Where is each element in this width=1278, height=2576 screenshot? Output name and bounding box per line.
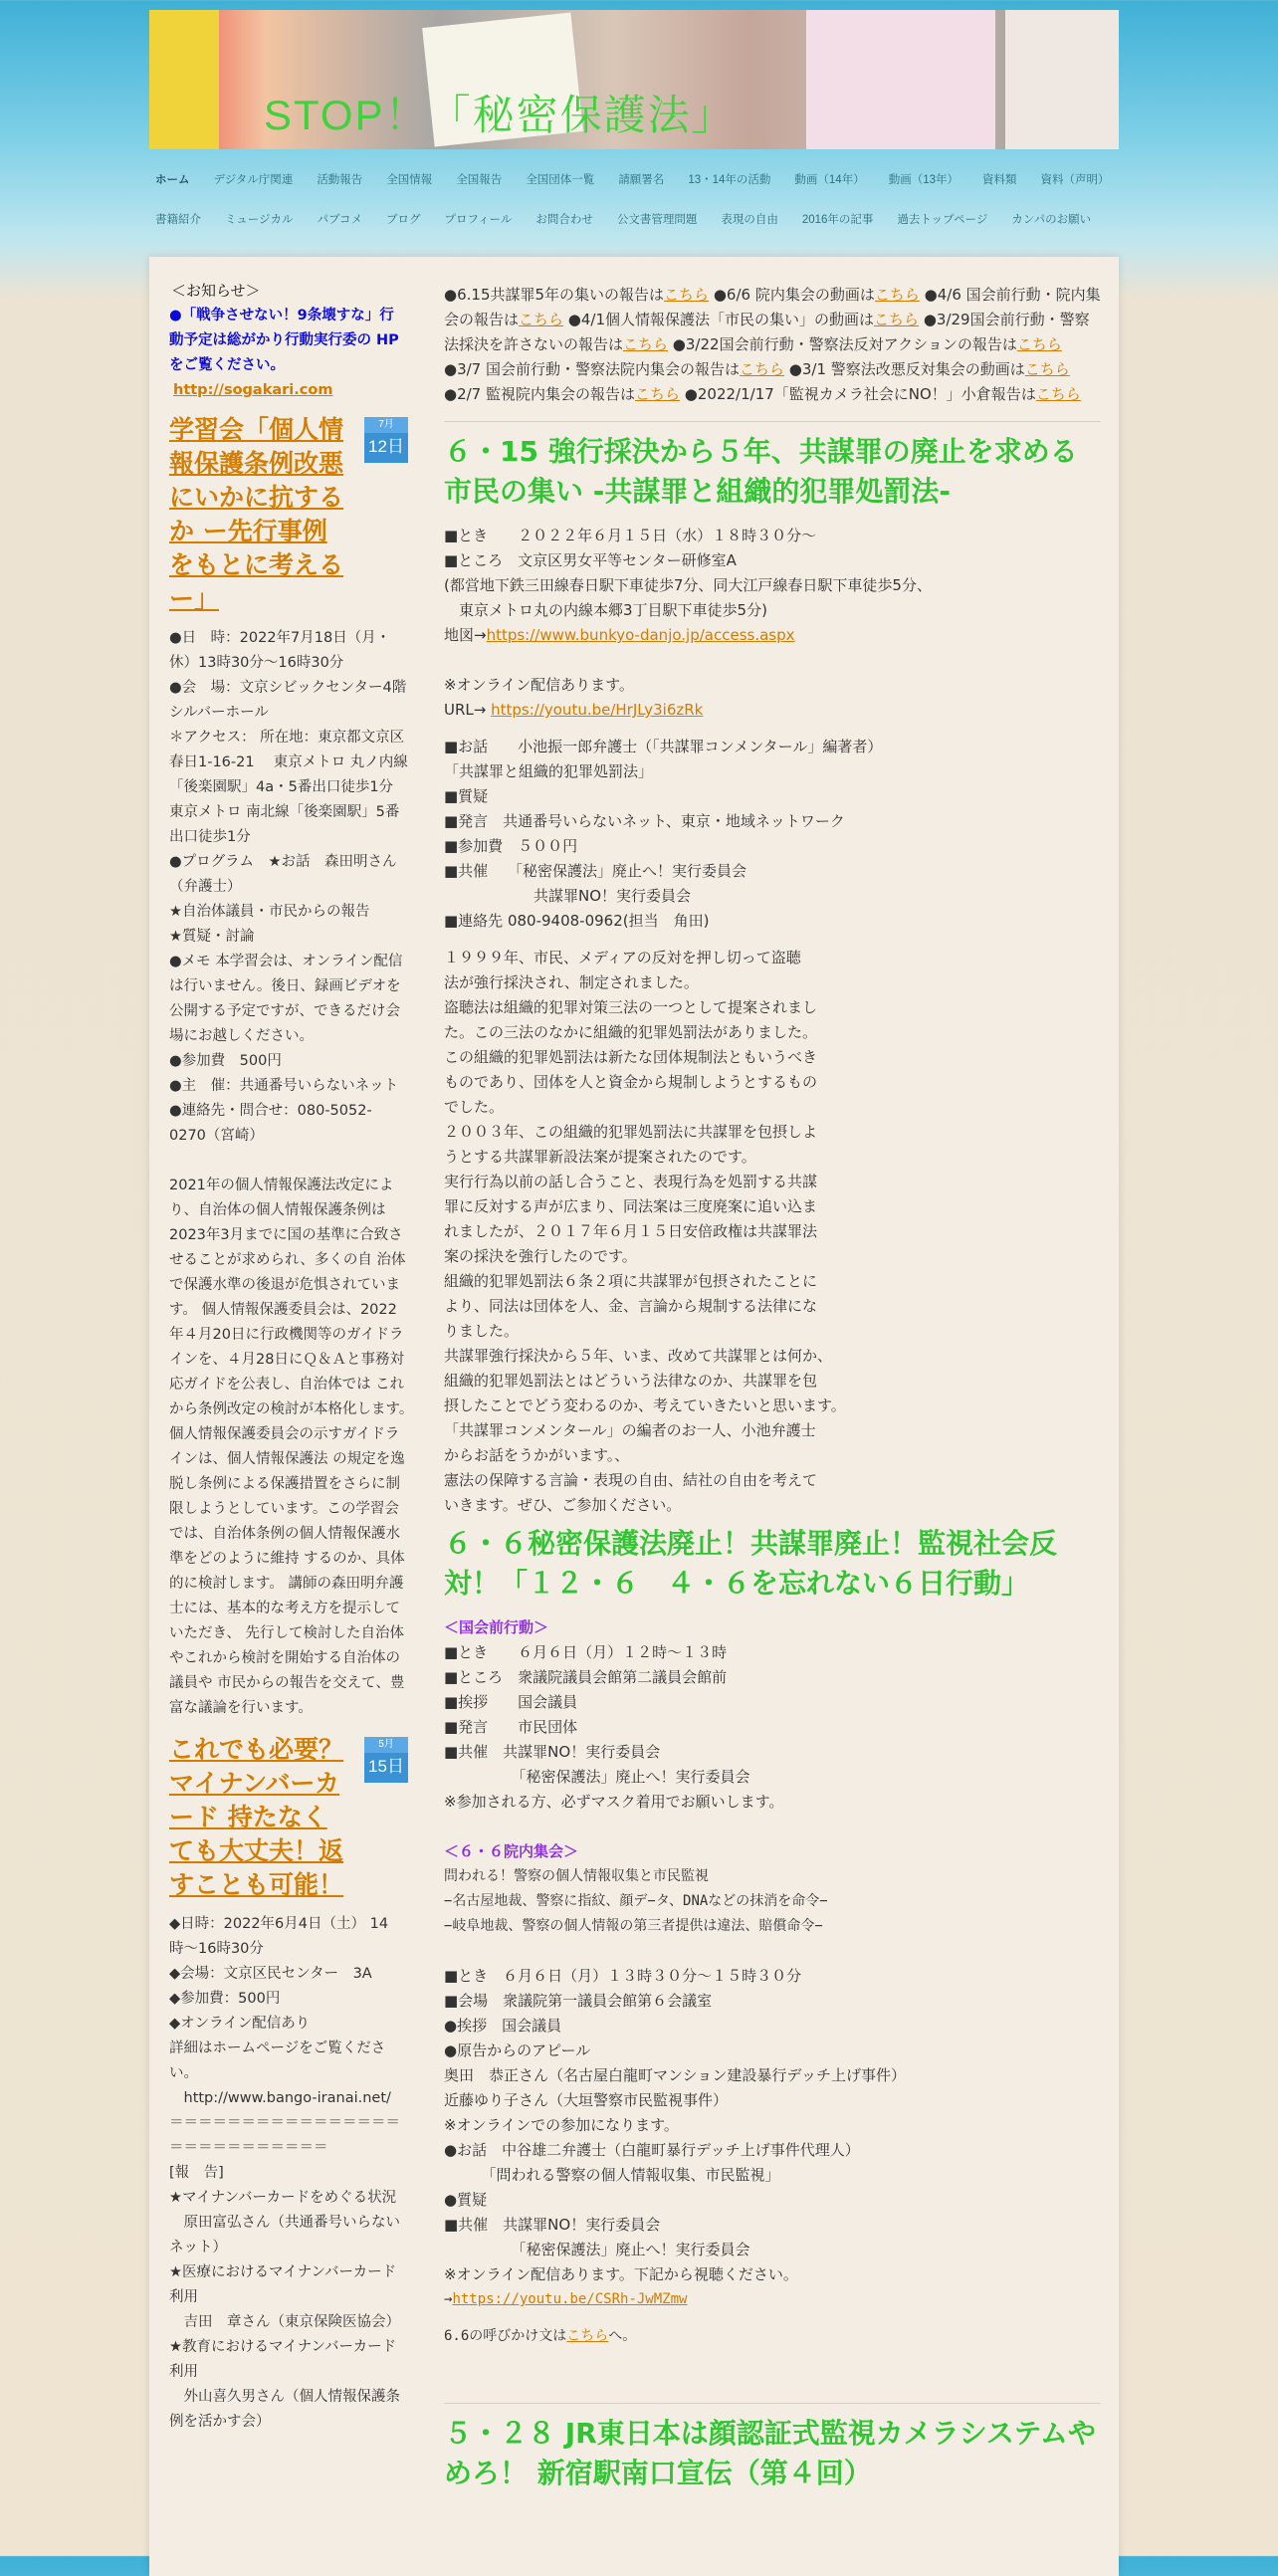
nav-link[interactable]: ミュージカル	[225, 214, 294, 226]
info-line: ●挨拶 国会議員	[444, 2017, 562, 2035]
info-line: ■とき ６月６日（月）１３時３０分〜１５時３０分	[444, 1967, 802, 1985]
nav-link[interactable]: 資料類	[982, 174, 1017, 186]
event-info	[444, 524, 1101, 623]
post-detail-line: ●会 場：文京シビックセンター4階 シルバーホール	[169, 680, 407, 721]
call-link[interactable]: こちら	[566, 2328, 609, 2344]
info-line: (都営地下鉄三田線春日駅下車徒歩7分、同大江戸線春日駅下車徒歩5分、	[444, 576, 932, 594]
nav-link[interactable]: 公文書管理問題	[616, 214, 698, 226]
report-link[interactable]: こちら	[1035, 385, 1081, 403]
event-info	[444, 1964, 1101, 2287]
post-detail-line: ＊アクセス： 所在地：東京都文京区春日1-16-21 東京メトロ 丸ノ内線「後楽園駅」4a・5番出口徒歩1分 東京メトロ 南北線「後楽園駅」5番出口徒歩1分	[169, 730, 408, 845]
body-line: りました。	[444, 1322, 520, 1340]
protest-sign	[806, 10, 995, 149]
post-detail-line: ★医療におけるマイナンバーカード利用	[169, 2264, 397, 2305]
body-line: 法が強行採決され、制定されました。	[444, 973, 699, 991]
nav-link[interactable]: 動画（14年）	[794, 174, 865, 186]
arrow: →	[444, 2291, 453, 2307]
info-line: ■共催 共謀罪NO！実行委員会	[444, 1743, 661, 1761]
post-detail-line: 外山喜久男さん（個人情報保護条例を活かす会）	[169, 2389, 400, 2430]
post-detail-line: ＝＝＝＝＝＝＝＝＝＝＝＝＝＝＝＝＝＝＝＝＝＝＝＝＝＝＝	[169, 2115, 400, 2156]
post-detail-line: ★質疑・討論	[169, 929, 255, 945]
call-prefix: 6.6の呼びかけ文は	[444, 2328, 567, 2344]
update-text: ●3/29国会前行動・警察法採決を許さないの報告は	[444, 311, 1090, 353]
nav-link[interactable]: 全国団体一覧	[526, 174, 595, 186]
post-detail-line: ★教育におけるマイナンバーカード利用	[169, 2339, 397, 2380]
nav-link[interactable]: プロフィール	[444, 214, 513, 226]
event-theme	[444, 1864, 1101, 1939]
report-link[interactable]: こちら	[1024, 360, 1070, 378]
body-line: より、同法は団体を人、金、言論から規制する法律にな	[444, 1297, 818, 1315]
nav-link[interactable]: お問合わせ	[535, 214, 593, 226]
post-title-link[interactable]: 学習会「個人情報保護条例改悪にいかに抗するか ー先行事例をもとに考えるー」	[169, 415, 344, 613]
theme-line: 問われる！警察の個人情報収集と市民監視	[444, 1868, 709, 1884]
body-line: でした。	[444, 1098, 505, 1116]
report-link[interactable]: こちら	[874, 286, 920, 304]
info-line: ■挨拶 国会議員	[444, 1693, 578, 1711]
body-line: 盗聴法は組織的犯罪対策三法の一つとして提案されまし	[444, 998, 818, 1016]
notice-link[interactable]: http://sogakari.com	[173, 382, 333, 398]
program-line: ■発言 共通番号いらないネット、東京・地域ネットワーク	[444, 812, 845, 830]
update-text: ●2/7 監視院内集会の報告は	[444, 385, 635, 403]
post-detail-line: [報 告]	[169, 2165, 224, 2181]
body-line: ものであり、団体を人と資金から規制しようとするもの	[444, 1073, 818, 1091]
body-line: 組織的犯罪処罰法６条２項に共謀罪が包摂されたことに	[444, 1272, 818, 1290]
post-detail-line: ●参加費 500円	[169, 1053, 282, 1069]
info-line: 東京メトロ丸の内線本郷3丁目駅下車徒歩5分)	[444, 601, 767, 619]
protest-sign	[149, 10, 219, 149]
main-navigation	[149, 159, 1119, 239]
report-link[interactable]: こちら	[519, 311, 564, 328]
info-line: ●質疑	[444, 2191, 488, 2209]
post-title-link[interactable]: これでも必要？マイナンバーカード 持たなくても大丈夫！返すことも可能！	[169, 1735, 344, 1899]
post-detail-line: http://www.bango-iranai.net/	[169, 2090, 391, 2106]
body-line: うとする共謀罪新設法案が提案されたのです。	[444, 1148, 756, 1166]
nav-link[interactable]: 書籍紹介	[155, 214, 201, 226]
nav-link[interactable]: 請願署名	[618, 174, 665, 186]
call-line	[444, 2324, 1101, 2349]
info-line: ■共催 共謀罪NO！実行委員会	[444, 2216, 661, 2234]
nav-link[interactable]: 全国情報	[386, 174, 433, 186]
date-badge-day: 12日	[368, 437, 404, 456]
report-link[interactable]: こちら	[664, 286, 710, 304]
online-note: ※オンライン配信あります。	[444, 676, 634, 694]
post-detail-line: ◆日時：2022年6月4日（土） 14時〜16時30分	[169, 1916, 389, 1957]
info-line: ■ところ 衆議院議員会館第二議員会館前	[444, 1668, 728, 1686]
post-detail-line: 原田富弘さん（共通番号いらないネット）	[169, 2215, 400, 2255]
post-body: 2021年の個人情報保護法改定により、自治体の個人情報保護条例は 2023年3月までに国の基準に合致させることが求められ、多くの自 治体で保護水準の後退が危惧されています。 個人情報保護委員会は、2022年４月20日に行政機関等のガイドラインを、４月28日にＱ＆Ａと事務対応ガイドを公表し、自治体では これから条例改定の検討が本格化します。 個人情報保護委員会の示すガイドラインは、個人情報保護法 の規定を逸脱し条例による保護措置をさらに制限しようとしています。この学習会では、自治体条例の個人情報保護水準をどのように維持 するのか、具体的に検討します。 講師の森田明弁護士には、基本的な考え方を提示していただき、 先行して検討した自治体やこれから検討を開始する自治体の議員や 市民からの報告を交えて、豊富な議論を行います。	[169, 1178, 421, 1716]
nav-row-1	[149, 171, 1128, 191]
date-badge-month: 7月	[364, 417, 408, 433]
nav-link[interactable]: 活動報告	[317, 174, 363, 186]
info-line: ※オンラインでの参加になります。	[444, 2116, 679, 2134]
info-line: ●原告からのアピール	[444, 2041, 591, 2059]
date-badge	[364, 1737, 408, 1783]
update-links	[444, 283, 1101, 407]
nav-link[interactable]: カンパのお願い	[1011, 214, 1092, 226]
info-line: 「問われる警察の個人情報収集、市民監視」	[444, 2166, 780, 2184]
youtube-line	[444, 2287, 1101, 2312]
nav-link[interactable]: デジタル庁関連	[213, 174, 294, 186]
post-detail-line: ●連絡先・問合せ：080-5052-0270（宮崎）	[169, 1103, 372, 1144]
nav-link[interactable]: 資料（声明）	[1040, 174, 1110, 186]
body-line: れましたが、２０１７年６月１５日安倍政権は共謀罪法	[444, 1222, 818, 1240]
section-subheading: ＜６・６院内集会＞	[444, 1842, 579, 1860]
update-text: ●6.15共謀罪5年の集いの報告は	[444, 286, 665, 304]
update-text: ●2022/1/17「監視カメラ社会にNO！」小倉報告は	[680, 385, 1036, 403]
report-link[interactable]: こちら	[623, 335, 669, 353]
date-badge	[364, 417, 408, 463]
update-text: ●4/1個人情報保護法「市民の集い」の動画は	[563, 311, 875, 328]
post-detail-line: ●日 時：2022年7月18日（月・休）13時30分〜16時30分	[169, 630, 391, 671]
body-line: １９９９年、市民、メディアの反対を押し切って盗聴	[444, 949, 801, 966]
map-link[interactable]: https://www.bunkyo-danjo.jp/access.aspx	[486, 626, 795, 644]
program-line: ■質疑	[444, 787, 489, 805]
post-detail-line: 詳細はホームページをご覧ください。	[169, 2040, 386, 2081]
body-line: この組織的犯罪処罰法は新たな団体規制法ともいうべき	[444, 1048, 818, 1066]
body-line: 罪に反対する声が広まり、同法案は三度廃案に追い込ま	[444, 1197, 818, 1215]
body-line: いきます。ぜひ、ご参加ください。	[444, 1496, 682, 1514]
date-badge-day: 15日	[368, 1757, 404, 1776]
info-line: 奥田 恭正さん（名古屋白龍町マンション建設暴行デッチ上げ事件）	[444, 2066, 907, 2084]
call-suffix: へ。	[608, 2328, 637, 2344]
info-line: ※参加される方、必ずマスク着用でお願いします。	[444, 1793, 784, 1811]
post-detail-line: ◆会場：文京区民センター 3A	[169, 1966, 372, 1982]
post-detail-line: ●メモ 本学習会は、オンライン配信は行いません。後日、録画ビデオを公開する予定ですが、できるだけ会場にお越しください。	[169, 954, 403, 1044]
theme-line: −名古屋地裁、警察に指紋、顔デ−タ、DNAなどの抹消を命令−	[444, 1893, 828, 1909]
report-link[interactable]: こちら	[1016, 335, 1062, 353]
info-line: ■とき ２０２２年６月１５日（水）１８時３０分～	[444, 527, 817, 544]
info-line: ※オンライン配信あります。下記から視聴ください。	[444, 2265, 798, 2283]
body-line: 憲法の保障する言論・表現の自由、結社の自由を考えて	[444, 1471, 818, 1489]
info-line: ■ところ 文京区男女平等センター研修室A	[444, 551, 737, 569]
info-line: 「秘密保護法」廃止へ！実行委員会	[444, 1768, 750, 1786]
body-line: からお話をうかがいます。、	[444, 1446, 630, 1464]
body-line: 組織的犯罪処罰法とはどういう法律なのか、共謀罪を包	[444, 1372, 818, 1390]
update-text: ●3/7 国会前行動・警察法院内集会の報告は	[444, 360, 740, 378]
youtube-link[interactable]: https://youtu.be/HrJLy3i6zRk	[491, 701, 704, 719]
map-line	[444, 623, 1101, 648]
body-line: た。この三法のなかに組織的犯罪処罰法がありました。	[444, 1023, 818, 1041]
post-details	[169, 1912, 408, 2435]
nav-link[interactable]: 過去トップページ	[897, 214, 988, 226]
article-body	[444, 946, 1101, 1518]
post-detail-line: ●プログラム ★お話 森田明さん（弁護士）	[169, 854, 397, 895]
report-link[interactable]: こちら	[740, 360, 785, 378]
info-line: ●お話 中谷雄二弁護士（白龍町暴行デッチ上げ事件代理人）	[444, 2141, 860, 2159]
article-heading[interactable]: ５・２８ JR東日本は顔認証式監視カメラシステムやめろ！ 新宿駅南口宣伝（第４回）	[444, 2417, 1096, 2489]
post-detail-line: ◆オンライン配信あり	[169, 2016, 311, 2032]
post-detail-line: 吉田 章さん（東京保険医協会）	[169, 2314, 400, 2330]
notice-heading: ＜お知らせ＞	[171, 282, 261, 300]
body-line: 摂したことでどう変わるのか、考えていきたいと思います。	[444, 1396, 846, 1414]
main-content	[444, 283, 1101, 2505]
sidebar-post	[169, 1733, 408, 2435]
program-line: ■参加費 ５００円	[444, 837, 578, 855]
divider	[444, 2403, 1101, 2404]
program-line: ■連絡先 080-9408-0962(担当 角田)	[444, 912, 710, 930]
body-line: 共謀罪強行採決から５年、いま、改めて共謀罪とは何か、	[444, 1347, 833, 1365]
post-detail-line: ●主 催：共通番号いらないネット	[169, 1078, 399, 1094]
update-text: ●6/6 院内集会の動画は	[709, 286, 875, 304]
program-line: ■共催 「秘密保護法」廃止へ！実行委員会	[444, 862, 746, 880]
post-detail-line: ★自治体議員・市民からの報告	[169, 904, 370, 920]
program-line: ■お話 小池振一郎弁護士（「共謀罪コンメンタール」編著者）	[444, 738, 883, 755]
update-text: ●3/22国会前行動・警察法反対アクションの報告は	[668, 335, 1017, 353]
nav-row-2	[149, 211, 1109, 231]
post-detail-line: ★マイナンバーカードをめぐる状況	[169, 2190, 397, 2206]
body-line: 実行行為以前の話し合うこと、表現行為を処罰する共謀	[444, 1173, 818, 1190]
update-text: ●3/1 警察法改悪反対集会の動画は	[784, 360, 1025, 378]
nav-link[interactable]: 13・14年の活動	[688, 174, 771, 186]
map-prefix: 地図→	[444, 626, 487, 644]
nav-link[interactable]: パブコメ	[317, 214, 362, 226]
protest-sign	[1005, 10, 1119, 149]
report-link[interactable]: こちら	[874, 311, 920, 328]
nav-link[interactable]: 動画（13年）	[888, 174, 958, 186]
content-sheet	[149, 257, 1119, 2576]
divider	[444, 421, 1101, 422]
article-heading[interactable]: ６・15 強行採決から５年、共謀罪の廃止を求める市民の集い -共謀罪と組織的犯罪処罰法-	[444, 435, 1078, 508]
url-prefix: URL→	[444, 701, 492, 719]
site-title[interactable]: STOP！「秘密保護法」	[264, 92, 736, 138]
program-line: 共謀罪NO！実行委員会	[444, 887, 692, 905]
date-badge-month: 5月	[364, 1737, 408, 1753]
nav-link[interactable]: 2016年の記事	[801, 214, 874, 226]
event-program	[444, 735, 1101, 934]
info-line: 「秘密保護法」廃止へ！実行委員会	[444, 2241, 750, 2258]
youtube-link[interactable]: https://youtu.be/CSRh-JwMZmw	[452, 2291, 688, 2307]
post-details	[169, 626, 408, 1149]
info-line: ■発言 市民団体	[444, 1718, 578, 1736]
body-line: 「共謀罪コンメンタール」の編者のお一人、小池弁護士	[444, 1421, 816, 1439]
report-link[interactable]: こちら	[635, 385, 681, 403]
body-line: ２００３年、この組織的犯罪処罰法に共謀罪を包摂しよ	[444, 1123, 818, 1141]
info-line: 近藤ゆり子さん（大垣警察市民監視事件）	[444, 2091, 729, 2109]
event-info	[444, 1640, 1101, 1815]
nav-link[interactable]: 表現の自由	[721, 214, 778, 226]
program-line: 「共謀罪と組織的犯罪処罰法」	[444, 762, 654, 780]
body-line: 案の採決を強行したのです。	[444, 1247, 637, 1265]
article-heading[interactable]: ６・６秘密保護法廃止！共謀罪廃止！監視社会反対！「１２・６ ４・６を忘れない６日行動」	[444, 1527, 1058, 1600]
sidebar	[169, 279, 421, 2435]
sidebar-post	[169, 413, 421, 1721]
nav-link[interactable]: ブログ	[385, 214, 421, 226]
nav-link[interactable]: 全国報告	[456, 174, 503, 186]
section-subheading: ＜国会前行動＞	[444, 1618, 549, 1636]
theme-line: −岐阜地裁、警察の個人情報の第三者提供は違法、賠償命令−	[444, 1918, 823, 1934]
post-detail-line: ◆参加費：500円	[169, 1991, 281, 2007]
info-line: ■会場 衆議院第一議員会館第６会議室	[444, 1992, 713, 2010]
info-line: ■とき ６月６日（月）１２時〜１３時	[444, 1643, 728, 1661]
notice-text: ●「戦争させない！9条壊すな」行動予定は総がかり行動実行委の HPをご覧ください。	[169, 308, 399, 373]
update-text: ●4/6 国会前行動・院内集会の報告は	[444, 286, 1101, 328]
url-line	[444, 698, 1101, 723]
nav-link[interactable]: ホーム	[155, 174, 190, 186]
